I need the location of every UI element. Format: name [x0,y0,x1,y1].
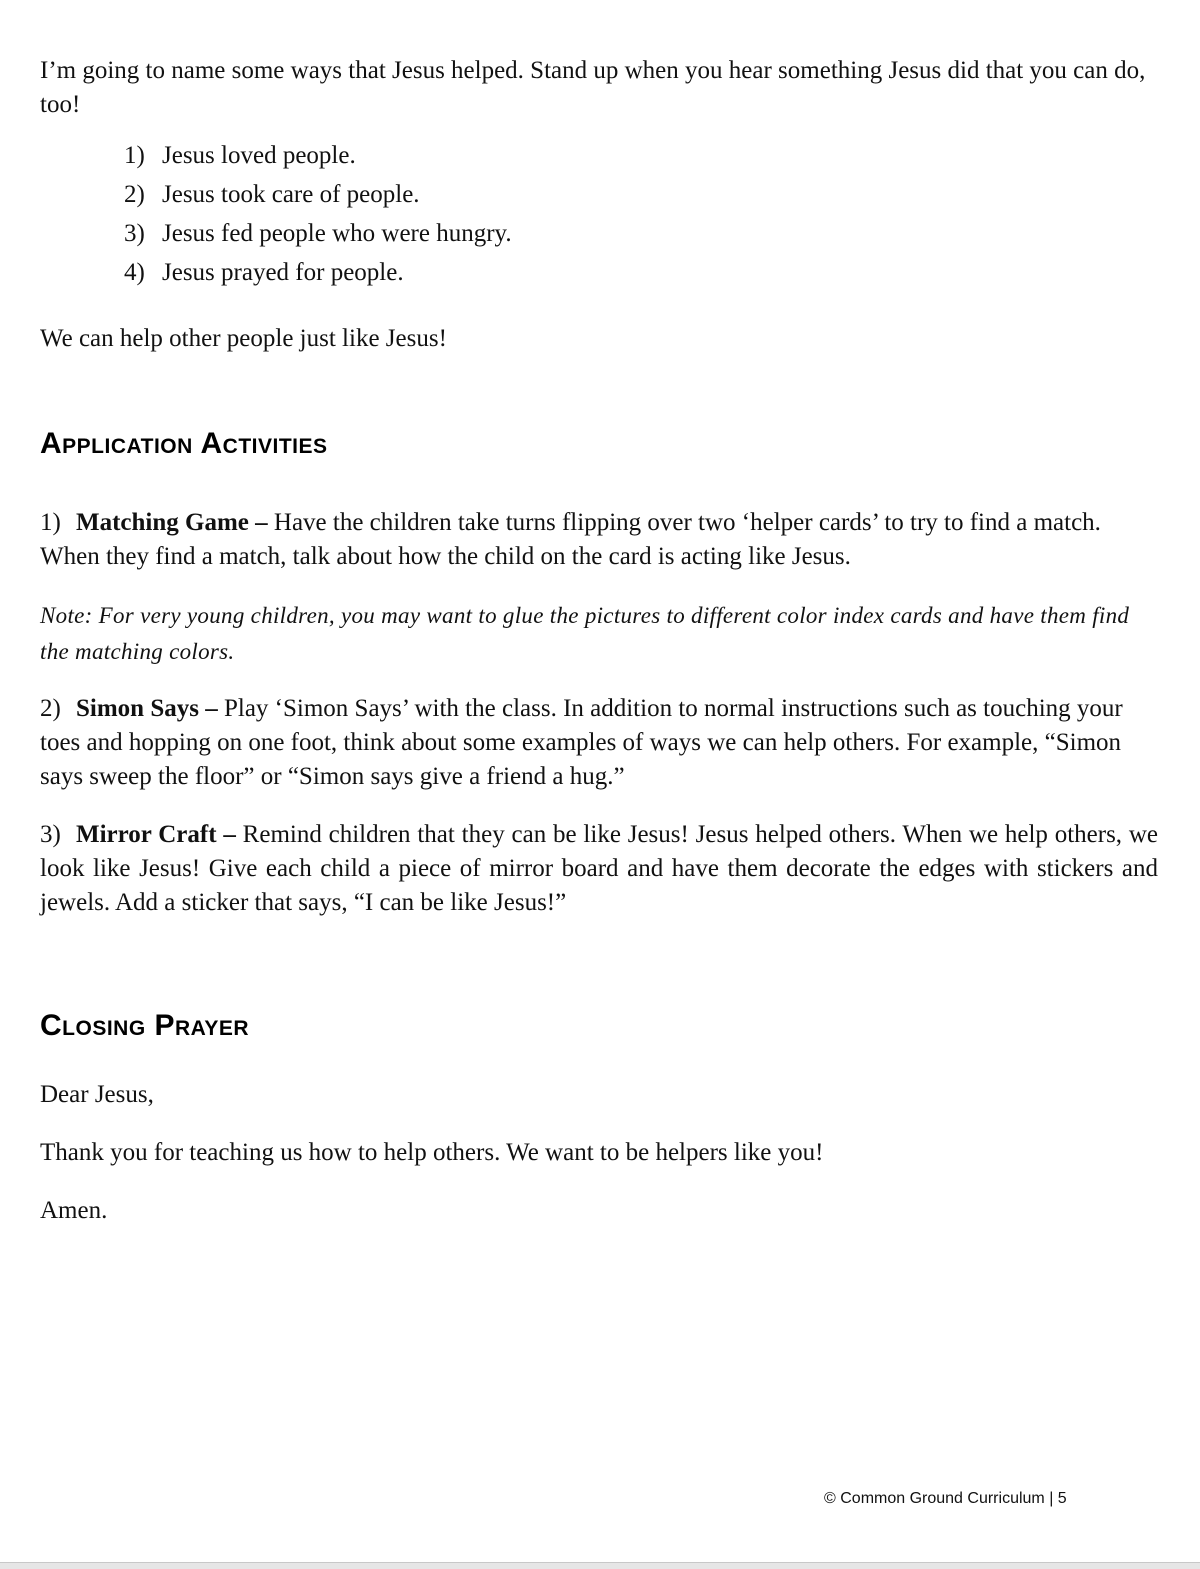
activity-mirror-craft [40,818,1158,920]
list-item-number: 3) [124,220,145,247]
activity-number: 3) [40,821,61,848]
activity-simon-says [40,692,1158,794]
list-item-number: 2) [124,181,145,208]
closing-prayer-heading: Closing Prayer [40,1009,250,1042]
prayer-body: Thank you for teaching us how to help others. We want to be helpers like you! [40,1139,824,1166]
activity-text: Remind children that they can be like Jesus! Jesus helped others. When we help others, we look like Jesus! Give each child a piece of mirror board and have them decorate the edges with stickers and jewels. Add a sticker that says, “I can be like Jesus!” [40,821,1159,916]
activity-separator: – [216,821,243,848]
list-item-number: 1) [124,142,145,169]
activity-text: Play ‘Simon Says’ with the class. In addition to normal instructions such as touching your toes and hopping on one foot, think about some examples of ways we can help others. For example, “Simon says sweep the floor” or “Simon says give a friend a hug.” [40,695,1123,790]
list-item [124,175,1158,214]
list-item-text: Jesus fed people who were hungry. [162,220,512,247]
activity-title: Simon Says [76,695,199,722]
list-item [124,253,1158,292]
activity-note: Note: For very young children, you may want to glue the pictures to different color index cards and have them find the matching colors. [40,603,1130,664]
jesus-helped-list [40,136,1158,292]
list-item [124,214,1158,253]
page-content [40,54,1158,1252]
intro-paragraph: I’m going to name some ways that Jesus helped. Stand up when you hear something Jesus did that you can do, too! [40,57,1146,118]
list-item-text: Jesus prayed for people. [162,259,404,286]
list-item [124,136,1158,175]
activity-number: 1) [40,509,61,536]
page-footer: © Common Ground Curriculum | 5 [824,1490,1067,1507]
activity-title: Mirror Craft [76,821,217,848]
prayer-ending: Amen. [40,1197,108,1224]
activity-separator: – [198,695,224,722]
summary-paragraph: We can help other people just like Jesus! [40,325,447,352]
list-item-number: 4) [124,259,145,286]
activity-text: Have the children take turns flipping over two ‘helper cards’ to try to find a match. When they find a match, talk about how the child on the card is acting like Jesus. [40,509,1101,570]
application-activities-heading: Application Activities [40,427,328,460]
list-item-text: Jesus loved people. [162,142,356,169]
activity-matching-game [40,506,1158,574]
prayer-salutation: Dear Jesus, [40,1081,154,1108]
list-item-text: Jesus took care of people. [162,181,420,208]
activity-number: 2) [40,695,61,722]
activity-separator: – [248,509,274,536]
activity-title: Matching Game [76,509,249,536]
